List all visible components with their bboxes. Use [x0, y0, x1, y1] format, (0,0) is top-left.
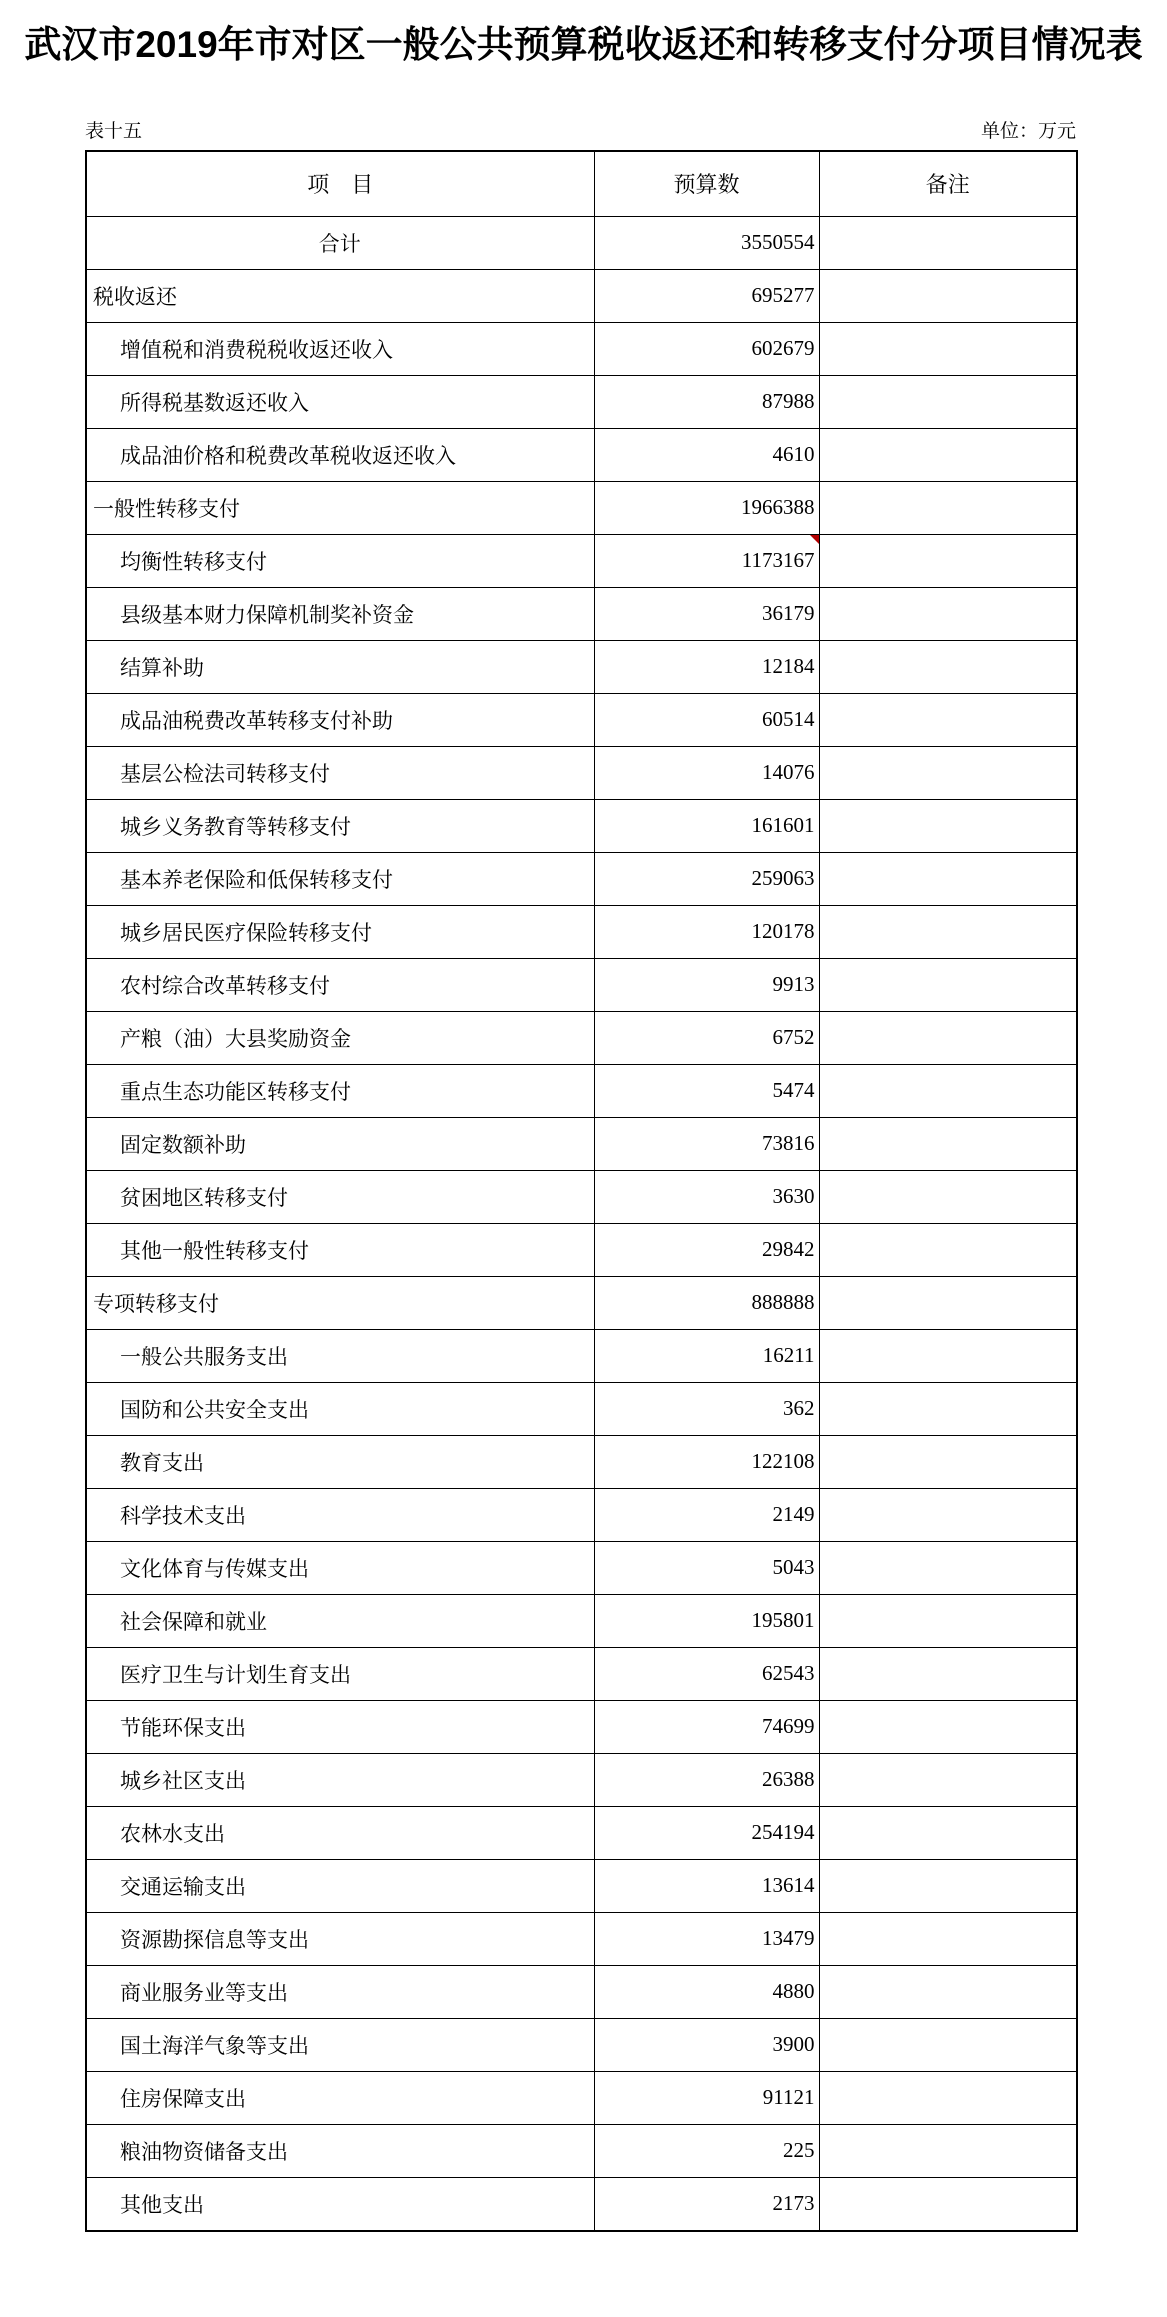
column-header-note: 备注 [819, 151, 1077, 217]
note-cell [819, 1965, 1077, 2018]
item-cell: 基层公检法司转移支付 [86, 746, 594, 799]
budget-cell: 259063 [594, 852, 819, 905]
item-cell: 城乡义务教育等转移支付 [86, 799, 594, 852]
table-row [86, 1329, 1077, 1382]
table-row [86, 1541, 1077, 1594]
table-row [86, 799, 1077, 852]
budget-cell: 6752 [594, 1011, 819, 1064]
note-cell [819, 693, 1077, 746]
table-row [86, 1064, 1077, 1117]
table-row [86, 1806, 1077, 1859]
budget-cell: 5474 [594, 1064, 819, 1117]
page-title: 武汉市2019年市对区一般公共预算税收返还和转移支付分项目情况表 [24, 24, 1143, 65]
note-cell [819, 2071, 1077, 2124]
item-cell: 一般性转移支付 [86, 481, 594, 534]
item-cell: 固定数额补助 [86, 1117, 594, 1170]
budget-cell: 1966388 [594, 481, 819, 534]
budget-cell: 225 [594, 2124, 819, 2177]
budget-cell: 13479 [594, 1912, 819, 1965]
note-cell [819, 2177, 1077, 2231]
table-row [86, 958, 1077, 1011]
note-cell [819, 1859, 1077, 1912]
budget-cell: 2149 [594, 1488, 819, 1541]
note-cell [819, 269, 1077, 322]
note-cell [819, 1753, 1077, 1806]
table-row [86, 1647, 1077, 1700]
item-cell: 贫困地区转移支付 [86, 1170, 594, 1223]
unit-label: 单位：万元 [980, 121, 1076, 143]
table-row [86, 375, 1077, 428]
table-row [86, 1170, 1077, 1223]
note-cell [819, 216, 1077, 269]
budget-cell: 254194 [594, 1806, 819, 1859]
table-row [86, 746, 1077, 799]
budget-cell: 362 [594, 1382, 819, 1435]
table-row [86, 852, 1077, 905]
table-row [86, 2071, 1077, 2124]
table-row [86, 1594, 1077, 1647]
note-cell [819, 481, 1077, 534]
budget-cell: 87988 [594, 375, 819, 428]
table-row [86, 534, 1077, 587]
budget-cell: 122108 [594, 1435, 819, 1488]
note-cell [819, 1912, 1077, 1965]
note-cell [819, 2018, 1077, 2071]
table-row [86, 481, 1077, 534]
header-row [86, 151, 1077, 217]
table-row [86, 587, 1077, 640]
budget-cell: 3630 [594, 1170, 819, 1223]
budget-cell: 120178 [594, 905, 819, 958]
item-cell: 节能环保支出 [86, 1700, 594, 1753]
budget-cell: 29842 [594, 1223, 819, 1276]
budget-cell: 91121 [594, 2071, 819, 2124]
item-cell: 农林水支出 [86, 1806, 594, 1859]
table-row [86, 1382, 1077, 1435]
item-cell: 国土海洋气象等支出 [86, 2018, 594, 2071]
budget-cell: 3900 [594, 2018, 819, 2071]
budget-cell: 14076 [594, 746, 819, 799]
note-cell [819, 1329, 1077, 1382]
item-cell: 成品油税费改革转移支付补助 [86, 693, 594, 746]
budget-cell: 60514 [594, 693, 819, 746]
item-cell: 国防和公共安全支出 [86, 1382, 594, 1435]
table-number-label: 表十五 [85, 121, 143, 143]
table-row [86, 269, 1077, 322]
note-cell [819, 1011, 1077, 1064]
item-cell: 一般公共服务支出 [86, 1329, 594, 1382]
note-cell [819, 1594, 1077, 1647]
table-row [86, 1700, 1077, 1753]
note-cell [819, 799, 1077, 852]
item-cell: 均衡性转移支付 [86, 534, 594, 587]
budget-cell: 1173167 [594, 534, 819, 587]
item-cell: 重点生态功能区转移支付 [86, 1064, 594, 1117]
item-cell: 其他支出 [86, 2177, 594, 2231]
budget-cell: 695277 [594, 269, 819, 322]
item-cell: 教育支出 [86, 1435, 594, 1488]
table-row [86, 1435, 1077, 1488]
table-row [86, 428, 1077, 481]
item-cell: 住房保障支出 [86, 2071, 594, 2124]
table-row [86, 1488, 1077, 1541]
budget-cell: 195801 [594, 1594, 819, 1647]
note-cell [819, 1806, 1077, 1859]
item-cell: 产粮（油）大县奖励资金 [86, 1011, 594, 1064]
table-row [86, 216, 1077, 269]
column-header-item: 项 目 [86, 151, 594, 217]
table-row [86, 1859, 1077, 1912]
column-header-budget: 预算数 [594, 151, 819, 217]
table-row [86, 693, 1077, 746]
note-cell [819, 375, 1077, 428]
item-cell: 粮油物资储备支出 [86, 2124, 594, 2177]
item-cell: 成品油价格和税费改革税收返还收入 [86, 428, 594, 481]
budget-cell: 602679 [594, 322, 819, 375]
note-cell [819, 322, 1077, 375]
budget-cell: 74699 [594, 1700, 819, 1753]
budget-cell: 161601 [594, 799, 819, 852]
item-cell: 其他一般性转移支付 [86, 1223, 594, 1276]
item-cell: 城乡居民医疗保险转移支付 [86, 905, 594, 958]
note-cell [819, 1435, 1077, 1488]
budget-cell: 888888 [594, 1276, 819, 1329]
item-cell: 交通运输支出 [86, 1859, 594, 1912]
item-cell: 增值税和消费税税收返还收入 [86, 322, 594, 375]
table-row [86, 1117, 1077, 1170]
table-row [86, 1011, 1077, 1064]
comment-marker-icon [810, 535, 819, 544]
item-cell: 基本养老保险和低保转移支付 [86, 852, 594, 905]
table-body [86, 216, 1077, 2231]
note-cell [819, 1223, 1077, 1276]
budget-cell: 2173 [594, 2177, 819, 2231]
budget-cell: 36179 [594, 587, 819, 640]
table-row [86, 1753, 1077, 1806]
note-cell [819, 1170, 1077, 1223]
table-row [86, 905, 1077, 958]
table-row [86, 1965, 1077, 2018]
item-cell: 县级基本财力保障机制奖补资金 [86, 587, 594, 640]
note-cell [819, 1382, 1077, 1435]
item-cell: 合计 [86, 216, 594, 269]
item-cell: 文化体育与传媒支出 [86, 1541, 594, 1594]
item-cell: 科学技术支出 [86, 1488, 594, 1541]
item-cell: 农村综合改革转移支付 [86, 958, 594, 1011]
item-cell: 医疗卫生与计划生育支出 [86, 1647, 594, 1700]
budget-cell: 5043 [594, 1541, 819, 1594]
note-cell [819, 428, 1077, 481]
note-cell [819, 746, 1077, 799]
table-meta-row [85, 120, 1076, 145]
budget-table [85, 150, 1078, 2232]
budget-cell: 16211 [594, 1329, 819, 1382]
item-cell: 资源勘探信息等支出 [86, 1912, 594, 1965]
note-cell [819, 905, 1077, 958]
budget-cell: 26388 [594, 1753, 819, 1806]
table-row [86, 2177, 1077, 2231]
note-cell [819, 1117, 1077, 1170]
table-row [86, 322, 1077, 375]
note-cell [819, 587, 1077, 640]
table-row [86, 640, 1077, 693]
budget-cell: 13614 [594, 1859, 819, 1912]
item-cell: 所得税基数返还收入 [86, 375, 594, 428]
note-cell [819, 1276, 1077, 1329]
table-row [86, 2018, 1077, 2071]
item-cell: 城乡社区支出 [86, 1753, 594, 1806]
item-cell: 税收返还 [86, 269, 594, 322]
note-cell [819, 1488, 1077, 1541]
note-cell [819, 1064, 1077, 1117]
note-cell [819, 640, 1077, 693]
table-row [86, 1912, 1077, 1965]
note-cell [819, 2124, 1077, 2177]
budget-cell: 9913 [594, 958, 819, 1011]
budget-cell: 4610 [594, 428, 819, 481]
note-cell [819, 852, 1077, 905]
budget-cell: 62543 [594, 1647, 819, 1700]
table-header [86, 151, 1077, 217]
budget-cell: 4880 [594, 1965, 819, 2018]
item-cell: 专项转移支付 [86, 1276, 594, 1329]
note-cell [819, 1700, 1077, 1753]
budget-cell: 73816 [594, 1117, 819, 1170]
table-row [86, 1223, 1077, 1276]
budget-cell: 12184 [594, 640, 819, 693]
budget-cell: 3550554 [594, 216, 819, 269]
note-cell [819, 534, 1077, 587]
item-cell: 商业服务业等支出 [86, 1965, 594, 2018]
note-cell [819, 958, 1077, 1011]
note-cell [819, 1647, 1077, 1700]
item-cell: 结算补助 [86, 640, 594, 693]
table-row [86, 1276, 1077, 1329]
note-cell [819, 1541, 1077, 1594]
item-cell: 社会保障和就业 [86, 1594, 594, 1647]
table-row [86, 2124, 1077, 2177]
